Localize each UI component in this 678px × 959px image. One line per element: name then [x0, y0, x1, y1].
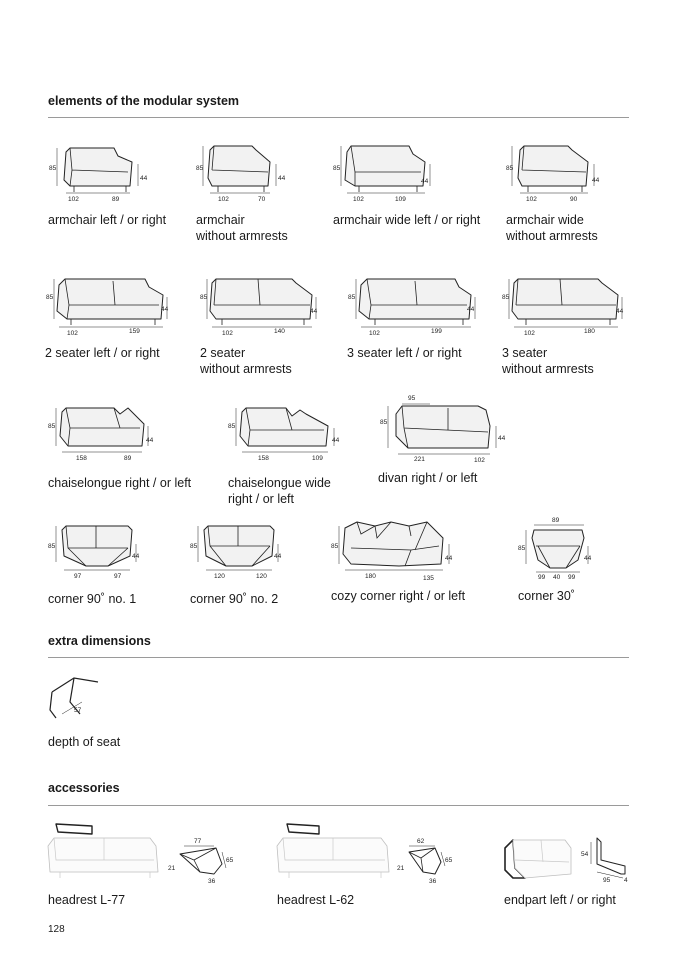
dimension-value: 159 — [129, 328, 140, 335]
3-seater-drawing — [347, 275, 479, 339]
dimension-value: 44 — [421, 178, 429, 185]
accessory-label: headrest L-62 — [277, 893, 355, 907]
module-chaiselongue-wide — [228, 404, 348, 507]
dimension-value: 102 — [524, 330, 535, 337]
cozy-corner-drawing — [331, 516, 461, 582]
dimension-value: 158 — [76, 455, 87, 462]
dimension-value: 54 — [581, 851, 589, 858]
module-armchair-wide — [333, 140, 480, 228]
chaiselongue-drawing — [48, 404, 168, 464]
dimension-value: 70 — [258, 196, 266, 203]
dimension-value: 140 — [274, 328, 285, 335]
module-3-seater-no-arms — [502, 275, 630, 377]
module-label-2: without armrests — [506, 229, 598, 243]
3-seater-no-arms-drawing — [502, 275, 630, 339]
module-corner-30 — [518, 516, 608, 604]
section-divider — [48, 805, 629, 806]
module-label: armchair — [196, 213, 245, 227]
section-divider — [48, 657, 629, 658]
dimension-value: 65 — [226, 857, 234, 864]
module-corner-90-2 — [190, 522, 290, 607]
dimension-value: 65 — [445, 857, 453, 864]
dimension-value: 44 — [584, 555, 592, 562]
dimension-value: 85 — [200, 294, 208, 301]
dimension-value: 89 — [124, 455, 132, 462]
module-label: chaiselongue right / or left — [48, 476, 192, 490]
section-divider — [48, 117, 629, 118]
module-label: corner 90˚ no. 2 — [190, 592, 279, 606]
dimension-value: 102 — [369, 330, 380, 337]
dimension-value: 44 — [132, 553, 140, 560]
dimension-value: 102 — [68, 196, 79, 203]
corner-30-drawing — [518, 516, 608, 582]
armchair-no-arms-drawing — [196, 140, 306, 206]
dimension-value: 85 — [331, 543, 339, 550]
module-label: cozy corner right / or left — [331, 589, 466, 603]
dimension-value: 109 — [312, 455, 323, 462]
dimension-value: 85 — [502, 294, 510, 301]
module-label-2: without armrests — [502, 362, 594, 376]
section-title-modular: elements of the modular system — [48, 94, 240, 108]
module-label: armchair left / or right — [48, 213, 167, 227]
module-chaiselongue — [48, 404, 191, 491]
armchair-wide-drawing — [333, 140, 443, 206]
module-corner-90-1 — [48, 522, 148, 607]
dimension-value: 85 — [333, 165, 341, 172]
dimension-value: 85 — [46, 294, 54, 301]
accessory-endpart — [501, 820, 631, 908]
dimension-value: 44 — [140, 175, 148, 182]
dimension-value: 99 — [538, 574, 546, 581]
accessory-headrest-77 — [46, 820, 256, 908]
dimension-value: 180 — [584, 328, 595, 335]
dimension-value: 102 — [353, 196, 364, 203]
dimension-value: 44 — [278, 175, 286, 182]
dimension-value: 44 — [274, 553, 282, 560]
extra-label: depth of seat — [48, 735, 121, 749]
dimension-value: 85 — [228, 423, 236, 430]
dimension-value: 89 — [112, 196, 120, 203]
dimension-value: 95 — [408, 395, 416, 402]
dimension-value: 40 — [553, 574, 561, 581]
dimension-value: 85 — [49, 165, 57, 172]
module-label: 2 seater — [200, 346, 246, 360]
dimension-value: 95 — [603, 877, 611, 884]
headrest-62-drawing — [275, 820, 475, 886]
module-label: corner 90˚ no. 1 — [48, 592, 137, 606]
dimension-value: 102 — [67, 330, 78, 337]
module-cozy-corner — [331, 516, 465, 604]
dimension-value: 120 — [214, 573, 225, 580]
dimension-value: 44 — [332, 437, 340, 444]
module-3-seater — [347, 275, 479, 361]
dimension-value: 62 — [417, 838, 425, 845]
dimension-value: 158 — [258, 455, 269, 462]
2-seater-drawing — [45, 275, 173, 339]
module-label: armchair wide left / or right — [333, 213, 481, 227]
section-title-accessories: accessories — [48, 781, 120, 795]
module-2-seater-no-arms — [200, 275, 328, 377]
dimension-value: 90 — [570, 196, 578, 203]
module-label: corner 30˚ — [518, 589, 575, 603]
module-label-2: right / or left — [228, 492, 294, 506]
dimension-value: 199 — [431, 328, 442, 335]
corner-90-2-drawing — [190, 522, 290, 582]
dimension-value: 102 — [474, 457, 485, 464]
dimension-value: 44 — [616, 308, 624, 315]
module-2-seater — [45, 275, 173, 361]
dimension-value: 97 — [74, 573, 82, 580]
dimension-value: 36 — [208, 878, 216, 885]
dimension-value: 36 — [429, 878, 437, 885]
dimension-value: 77 — [194, 838, 202, 845]
module-divan — [378, 392, 508, 486]
dimension-value: 85 — [348, 294, 356, 301]
module-label: armchair wide — [506, 213, 584, 227]
endpart-drawing — [501, 820, 631, 886]
dimension-value: 89 — [552, 517, 560, 524]
module-armchair — [48, 140, 166, 228]
module-label: 3 seater left / or right — [347, 346, 462, 360]
dimension-value: 85 — [196, 165, 204, 172]
extra-depth-of-seat — [46, 674, 120, 750]
dimension-value: 44 — [467, 306, 475, 313]
dimension-value: 85 — [506, 165, 514, 172]
page-number: 128 — [48, 924, 65, 935]
dimension-value: 44 — [445, 555, 453, 562]
module-label: divan right / or left — [378, 471, 478, 485]
module-armchair-no-arms — [196, 140, 306, 244]
section-title-extra: extra dimensions — [48, 634, 151, 648]
dimension-value: 44 — [161, 306, 169, 313]
dimension-value: 85 — [190, 543, 198, 550]
dimension-value: 135 — [423, 575, 434, 582]
divan-drawing — [378, 392, 508, 464]
module-label: 2 seater left / or right — [45, 346, 160, 360]
dimension-value: 85 — [48, 543, 56, 550]
2-seater-no-arms-drawing — [200, 275, 328, 339]
dimension-value: 21 — [397, 865, 405, 872]
module-label-2: without armrests — [200, 362, 292, 376]
dimension-value: 85 — [518, 545, 526, 552]
dimension-value: 99 — [568, 574, 576, 581]
accessory-label: endpart left / or right — [504, 893, 616, 907]
corner-90-1-drawing — [48, 522, 148, 582]
dimension-value: 85 — [48, 423, 56, 430]
dimension-value: 21 — [168, 865, 176, 872]
dimension-value: 97 — [114, 573, 122, 580]
dimension-value: 44 — [310, 308, 318, 315]
module-label: chaiselongue wide — [228, 476, 331, 490]
dimension-value: 4 — [624, 877, 628, 884]
module-label-2: without armrests — [196, 229, 288, 243]
dimension-value: 120 — [256, 573, 267, 580]
module-armchair-wide-no-arms — [506, 140, 616, 244]
dimension-value: 221 — [414, 456, 425, 463]
headrest-77-drawing — [46, 820, 256, 886]
dimension-value: 44 — [146, 437, 154, 444]
armchair-wide-no-arms-drawing — [506, 140, 616, 206]
dimension-value: 102 — [222, 330, 233, 337]
dimension-value: 85 — [380, 419, 388, 426]
dimension-value: 102 — [526, 196, 537, 203]
module-label: 3 seater — [502, 346, 548, 360]
depth-of-seat-drawing — [46, 674, 106, 728]
dimension-value: 57 — [74, 707, 82, 714]
chaiselongue-wide-drawing — [228, 404, 348, 464]
dimension-value: 102 — [218, 196, 229, 203]
dimension-value: 44 — [498, 435, 506, 442]
accessory-headrest-62 — [275, 820, 475, 908]
dimension-value: 44 — [592, 177, 600, 184]
dimension-value: 109 — [395, 196, 406, 203]
accessory-label: headrest L-77 — [48, 893, 126, 907]
dimension-value: 180 — [365, 573, 376, 580]
armchair-drawing — [48, 140, 158, 206]
